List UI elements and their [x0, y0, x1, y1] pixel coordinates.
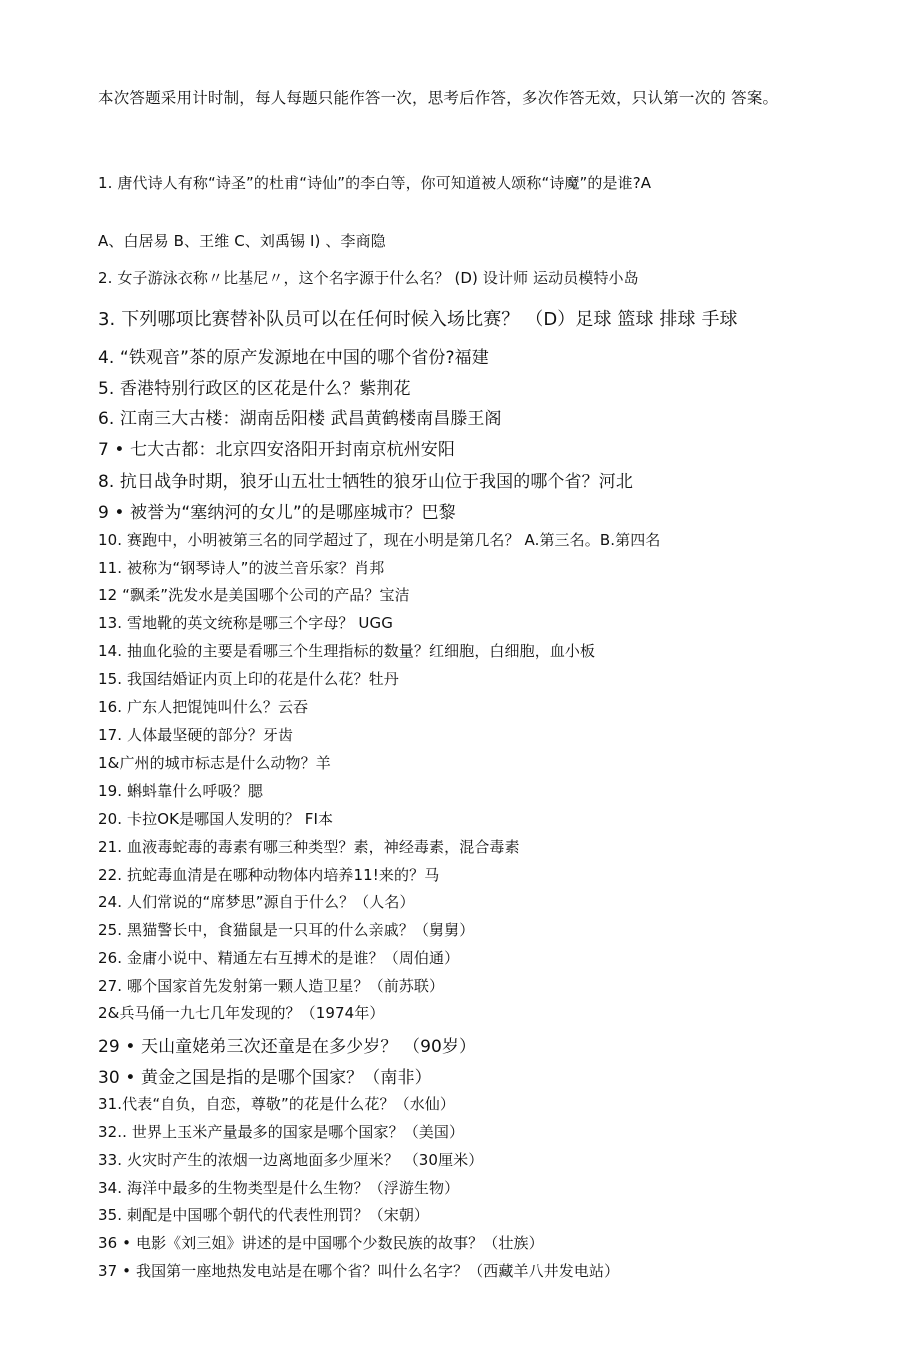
- question-8: 8. 抗日战争时期，狼牙山五壮士牺牲的狼牙山位于我国的哪个省？河北: [98, 472, 633, 492]
- question-25: 25. 黑猫警长中，食猫鼠是一只耳的什么亲戚？（舅舅）: [98, 921, 475, 939]
- question-1: 1. 唐代诗人有称“诗圣”的杜甫“诗仙”的李白等，你可知道被人颂称“诗魔”的是谁?A: [98, 174, 652, 192]
- question-13: 13. 雪地靴的英文统称是哪三个字母？ UGG: [98, 614, 393, 632]
- question-19: 19. 蝌蚪靠什么呼吸？腮: [98, 782, 263, 800]
- question-20: 20. 卡拉OK是哪国人发明的？ FI本: [98, 810, 334, 828]
- question-2: 2. 女子游泳衣称〃比基尼〃，这个名字源于什么名？ (D) 设计师 运动员模特小岛: [98, 269, 639, 287]
- intro-paragraph: 本次答题采用计时制，每人每题只能作答一次，思考后作答，多次作答无效，只认第一次的 答案。: [98, 89, 779, 107]
- question-35: 35. 刺配是中国哪个朝代的代表性刑罚？（宋朝）: [98, 1206, 430, 1224]
- question-14: 14. 抽血化验的主要是看哪三个生理指标的数量？红细胞，白细胞，血小板: [98, 642, 596, 660]
- question-4: 4. “铁观音”茶的原产发源地在中国的哪个省份?福建: [98, 348, 489, 368]
- question-1-options: A、白居易 B、王维 C、刘禹锡 I) 、李商隐: [98, 232, 386, 250]
- question-29: 29 • 天山童姥弟三次还童是在多少岁？ （90岁）: [98, 1037, 477, 1057]
- question-33: 33. 火灾时产生的浓烟一边离地面多少厘米？ （30厘米）: [98, 1151, 484, 1169]
- question-10: 10. 赛跑中，小明被第三名的同学超过了，现在小明是第几名？ A.第三名。B.第四名: [98, 531, 661, 549]
- question-6: 6. 江南三大古楼：湖南岳阳楼 武昌黄鹤楼南昌滕王阁: [98, 409, 502, 429]
- question-11: 11. 被称为“钢琴诗人”的波兰音乐家？肖邦: [98, 559, 385, 577]
- question-32: 32.. 世界上玉米产量最多的国家是哪个国家？（美国）: [98, 1123, 465, 1141]
- question-28: 2&兵马俑一九七几年发现的？（1974年）: [98, 1004, 385, 1022]
- question-12: 12 “飘柔”洗发水是美国哪个公司的产品？宝洁: [98, 586, 410, 604]
- question-7: 7 • 七大古都：北京四安洛阳开封南京杭州安阳: [98, 440, 455, 460]
- question-34: 34. 海洋中最多的生物类型是什么生物？（浮游生物）: [98, 1179, 460, 1197]
- question-31: 31.代表“自负，自恋，尊敬”的花是什么花？（水仙）: [98, 1095, 455, 1113]
- question-18: 1&广州的城市标志是什么动物？羊: [98, 754, 331, 772]
- question-26: 26. 金庸小说中、精通左右互搏术的是谁？（周伯通）: [98, 949, 460, 967]
- question-30: 30 • 黄金之国是指的是哪个国家？（南非）: [98, 1068, 432, 1088]
- question-21: 21. 血液毒蛇毒的毒素有哪三种类型？素，神经毒素，混合毒素: [98, 838, 520, 856]
- question-3: 3. 下列哪项比赛替补队员可以在任何时候入场比赛？ （D）足球 篮球 排球 手球: [98, 309, 738, 330]
- question-36: 36 • 电影《刘三姐》讲述的是中国哪个少数民族的故事？（壮族）: [98, 1234, 544, 1252]
- question-22: 22. 抗蛇毒血清是在哪种动物体内培养11!来的？马: [98, 866, 440, 884]
- question-9: 9 • 被誉为“塞纳河的女儿”的是哪座城市？巴黎: [98, 503, 456, 523]
- question-27: 27. 哪个国家首先发射第一颗人造卫星？（前苏联）: [98, 977, 445, 995]
- question-5: 5. 香港特别行政区的区花是什么？紫荆花: [98, 379, 411, 399]
- question-24: 24. 人们常说的“席梦思”源自于什么？（人名）: [98, 893, 415, 911]
- question-37: 37 • 我国第一座地热发电站是在哪个省？叫什么名字？（西藏羊八井发电站）: [98, 1262, 620, 1280]
- question-15: 15. 我国结婚证内页上印的花是什么花？牡丹: [98, 670, 399, 688]
- question-17: 17. 人体最坚硬的部分？牙齿: [98, 726, 294, 744]
- question-16: 16. 广东人把馄饨叫什么？云吞: [98, 698, 309, 716]
